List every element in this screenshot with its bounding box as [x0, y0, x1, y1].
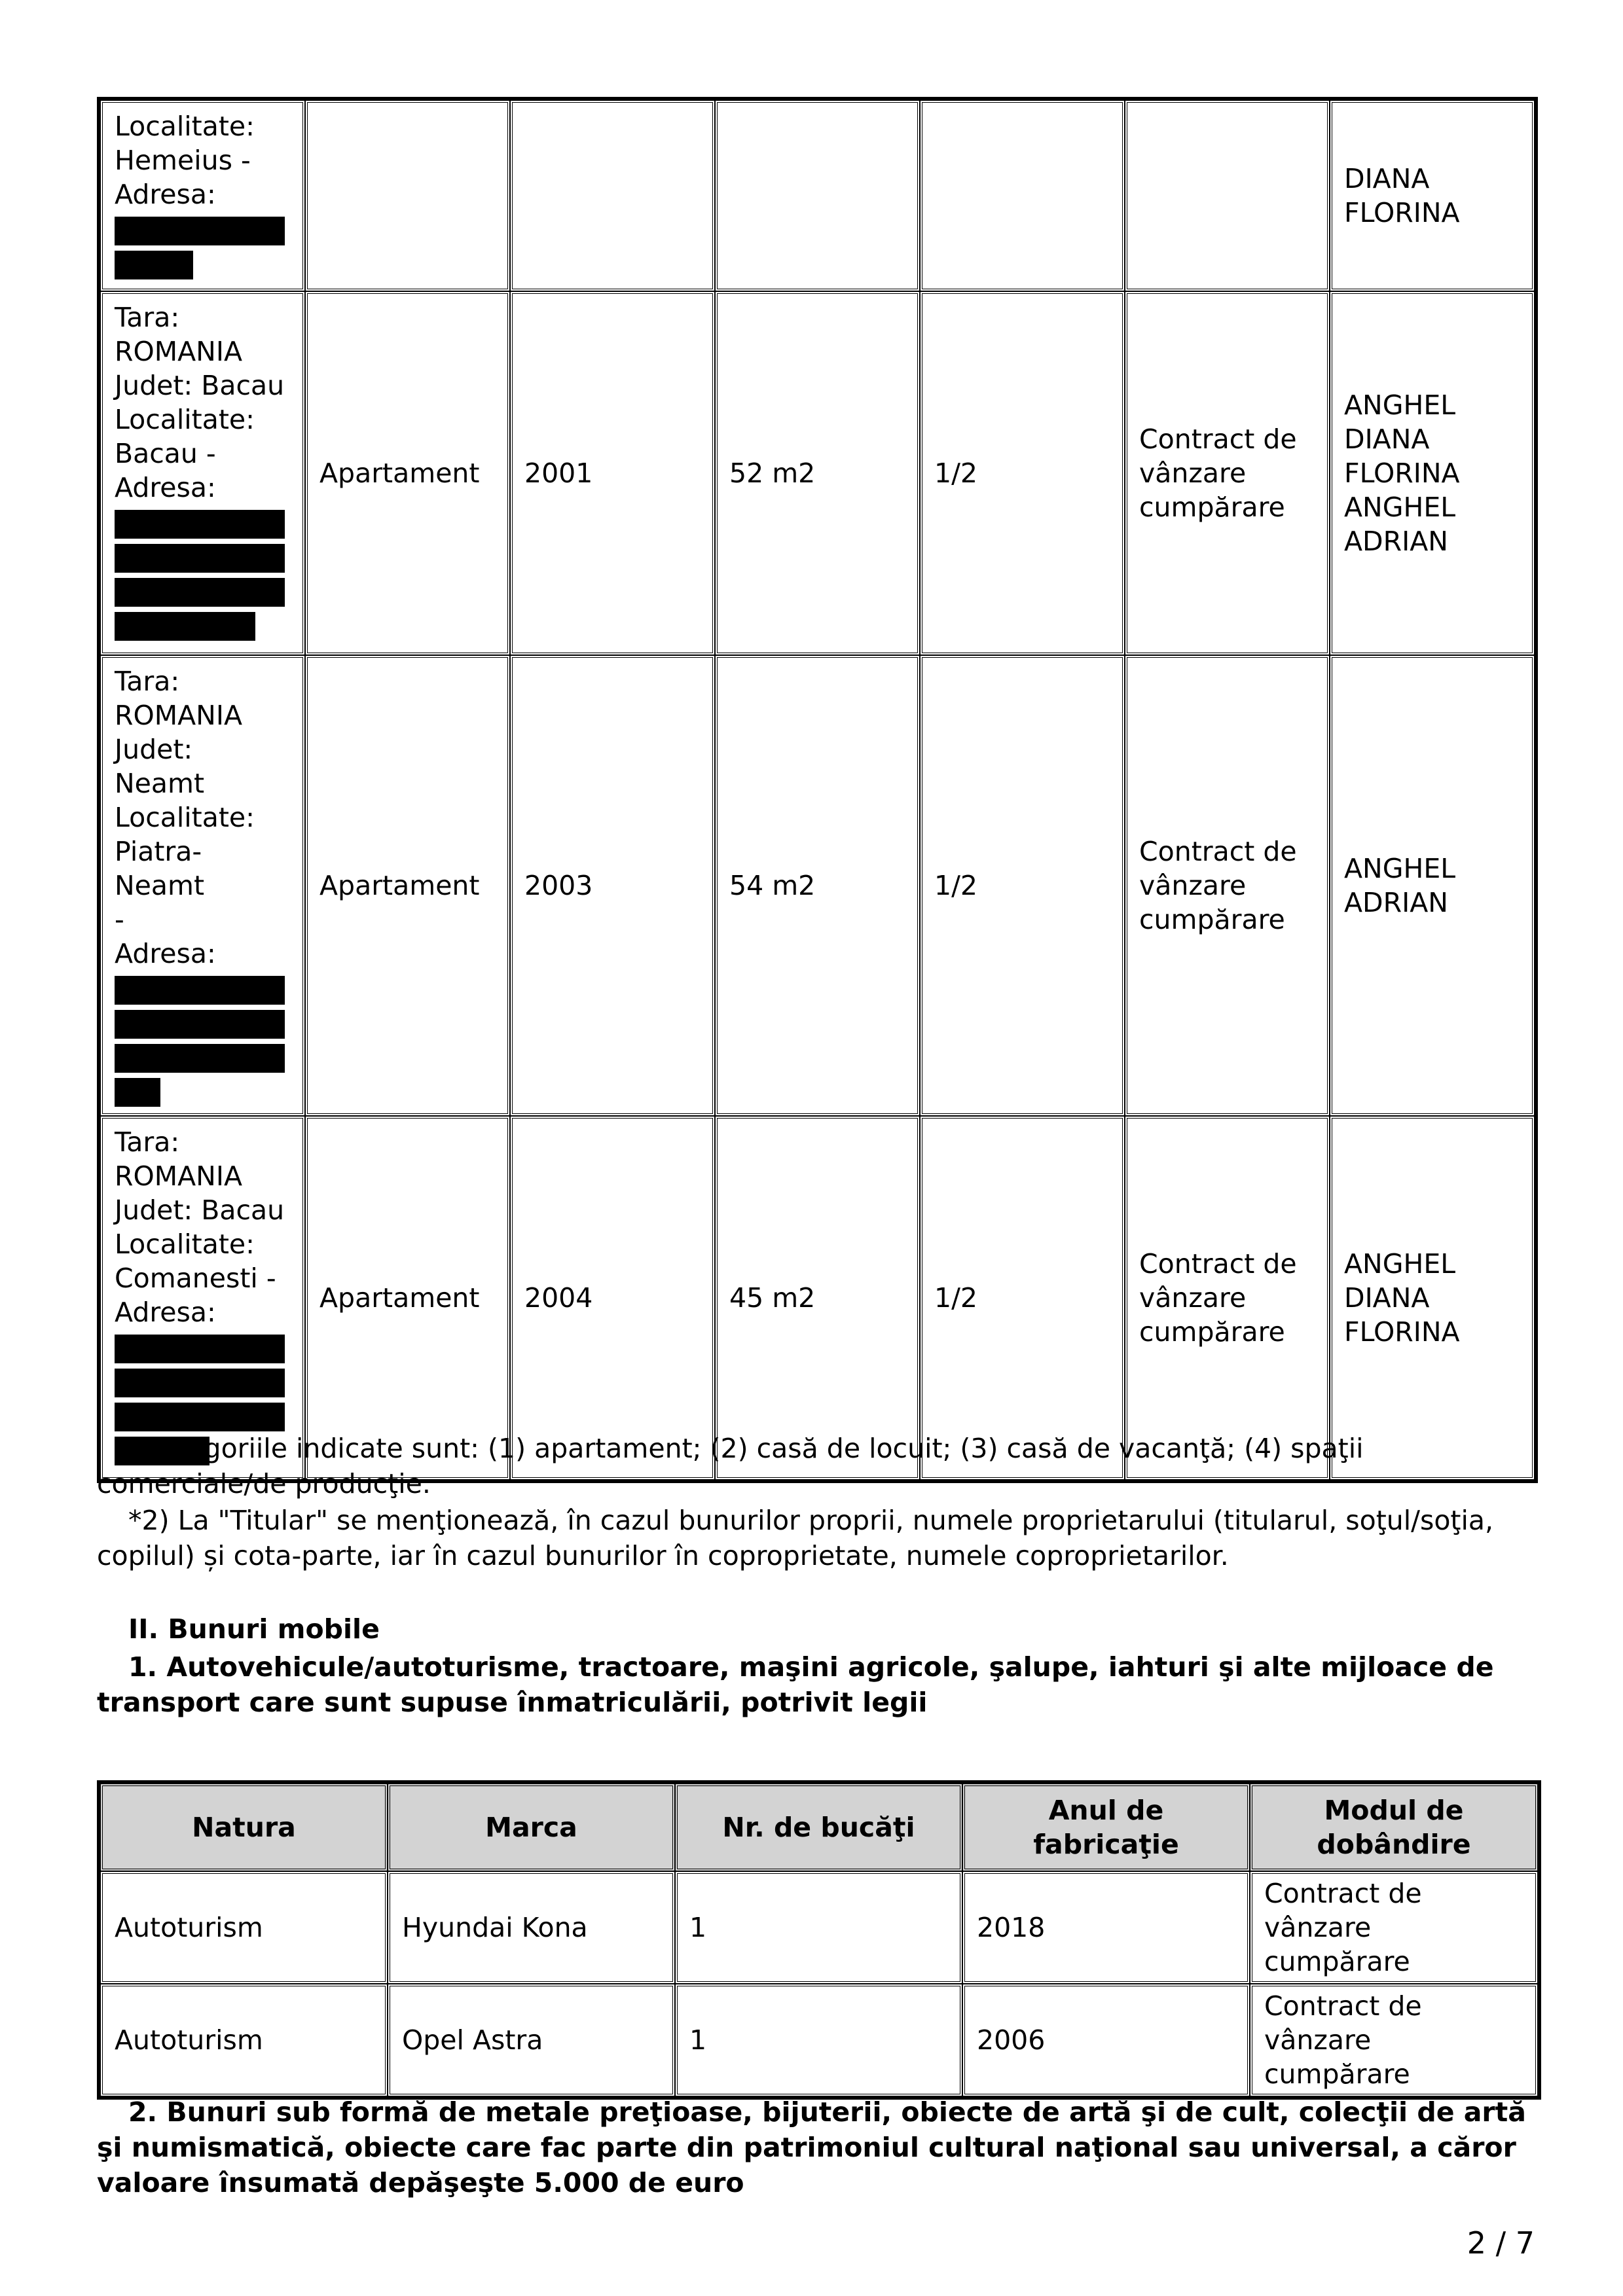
real-estate-row: [100, 1116, 1535, 1480]
cell-location: [100, 291, 305, 655]
page-number: 2 / 7: [1467, 2225, 1535, 2261]
redacted-address-block: [115, 1335, 285, 1363]
location-line: Tara:: [115, 666, 180, 697]
vehicle-cell-mod: Contract de vânzare cumpărare: [1250, 1871, 1538, 1984]
cell-area: 52 m2: [715, 291, 920, 655]
vehicle-row: [100, 1984, 1538, 2096]
redacted-address-block: [115, 1078, 160, 1107]
cell-area: 45 m2: [715, 1116, 920, 1480]
cell-location: [100, 655, 305, 1116]
vehicle-cell-natura: Autoturism: [100, 1984, 388, 2096]
owner-line: ANGHEL: [1344, 853, 1456, 884]
owner-line: FLORINA: [1344, 197, 1460, 228]
header-marca: Marca: [388, 1784, 675, 1871]
redacted-address-block: [115, 544, 285, 573]
section-title: II. Bunuri mobile: [128, 1613, 380, 1645]
location-line: Tara:: [115, 302, 180, 333]
header-nr-bucati: Nr. de bucăţi: [675, 1784, 962, 1871]
redacted-address-block: [115, 1044, 285, 1073]
redacted-address-block: [115, 578, 285, 607]
vehicle-cell-nr: 1: [675, 1984, 962, 2096]
redacted-address-block: [115, 251, 193, 279]
owner-line: DIANA: [1344, 423, 1430, 455]
location-line: Localitate:: [115, 404, 255, 435]
vehicle-cell-natura: Autoturism: [100, 1871, 388, 1984]
cell-year: 2004: [510, 1116, 715, 1480]
location-line: Judet: Bacau: [115, 1194, 285, 1226]
location-line: ROMANIA: [115, 1160, 242, 1192]
owner-line: ANGHEL: [1344, 1248, 1456, 1280]
location-line: Localitate:: [115, 802, 255, 833]
owner-line: ADRIAN: [1344, 526, 1448, 557]
acquisition-line: Contract de: [1139, 836, 1297, 867]
real-estate-row: [100, 655, 1535, 1116]
acquisition-line: cumpărare: [1139, 492, 1285, 523]
cell-owner: [1330, 1116, 1535, 1480]
cell-acquisition: [1125, 1116, 1330, 1480]
location-line: Judet: Neamt: [115, 734, 205, 799]
real-estate-table: [97, 97, 1538, 1483]
cell-share: 1/2: [920, 655, 1125, 1116]
real-estate-row: [100, 291, 1535, 655]
cell-category: Apartament: [305, 291, 510, 655]
cell-category: Apartament: [305, 1116, 510, 1480]
redacted-address-block: [115, 1010, 285, 1039]
acquisition-line: cumpărare: [1139, 904, 1285, 935]
owner-line: FLORINA: [1344, 1316, 1460, 1348]
real-estate-row: [100, 100, 1535, 291]
redacted-address-block: [115, 510, 285, 539]
redacted-address-block: [115, 217, 285, 245]
cell-share: [920, 100, 1125, 291]
location-line: Adresa:: [115, 1297, 216, 1328]
redacted-address-block: [115, 612, 255, 641]
location-line: Adresa:: [115, 472, 216, 503]
owner-line: ANGHEL: [1344, 492, 1456, 523]
location-line: Adresa:: [115, 179, 216, 210]
location-line: ROMANIA: [115, 336, 242, 367]
vehicle-row: [100, 1871, 1538, 1984]
header-natura: Natura: [100, 1784, 388, 1871]
vehicle-cell-an: 2018: [962, 1871, 1250, 1984]
cell-year: 2003: [510, 655, 715, 1116]
cell-owner: [1330, 100, 1535, 291]
header-mod-dobandire: Modul de dobândire: [1250, 1784, 1538, 1871]
cell-acquisition: [1125, 655, 1330, 1116]
header-an-fabricatie: Anul de fabricaţie: [962, 1784, 1250, 1871]
redacted-address-block: [115, 976, 285, 1005]
cell-area: 54 m2: [715, 655, 920, 1116]
location-line: Localitate:: [115, 111, 255, 142]
cell-category: Apartament: [305, 655, 510, 1116]
vehicles-header-row: [100, 1784, 1538, 1871]
location-line: Judet: Bacau: [115, 370, 285, 401]
owner-line: DIANA: [1344, 1282, 1430, 1314]
location-line: Bacau -: [115, 438, 216, 469]
acquisition-line: vânzare: [1139, 870, 1247, 901]
location-line: Adresa:: [115, 938, 216, 969]
acquisition-line: cumpărare: [1139, 1316, 1285, 1348]
redacted-address-block: [115, 1403, 285, 1431]
owner-line: ANGHEL: [1344, 389, 1456, 421]
cell-share: 1/2: [920, 291, 1125, 655]
footnote-titular: *2) La "Titular" se menţionează, în cazul bunurilor proprii, numele proprietarului (titularul, soţul/soţia, copilul) și cota-parte, iar în cazul bunurilor în coproprietate, numele coproprietarilor.: [97, 1505, 1494, 1571]
location-line: Localitate:: [115, 1229, 255, 1260]
acquisition-line: vânzare: [1139, 1282, 1247, 1314]
cell-owner: [1330, 655, 1535, 1116]
vehicle-cell-marca: Hyundai Kona: [388, 1871, 675, 1984]
location-line: ROMANIA: [115, 700, 242, 731]
subsection-vehicles: 1. Autovehicule/autoturisme, tractoare, maşini agricole, şalupe, iahturi şi alte mijloace de transport care sunt supuse înmatriculării, potrivit legii: [97, 1651, 1494, 1718]
footnote-categories: *Categoriile indicate sunt: (1) apartament; (2) casă de locuit; (3) casă de vacanţă; (4) spaţii comerciale/de producţie.: [97, 1433, 1364, 1499]
owner-line: DIANA: [1344, 163, 1430, 194]
vehicle-cell-mod: Contract de vânzare cumpărare: [1250, 1984, 1538, 2096]
location-line: Hemeius -: [115, 145, 251, 176]
cell-location: [100, 1116, 305, 1480]
cell-location: [100, 100, 305, 291]
vehicle-cell-nr: 1: [675, 1871, 962, 1984]
location-line: Tara:: [115, 1126, 180, 1158]
cell-year: 2001: [510, 291, 715, 655]
cell-area: [715, 100, 920, 291]
owner-line: ADRIAN: [1344, 887, 1448, 918]
owner-line: FLORINA: [1344, 457, 1460, 489]
acquisition-line: Contract de: [1139, 1248, 1297, 1280]
subsection-precious-goods: 2. Bunuri sub formă de metale preţioase, bijuterii, obiecte de artă şi de cult, colecţii de artă şi numismatică, obiecte care fac parte din patrimoniul cultural naţional sau universal, a căror valoare însumată depăşeşte 5.000 de euro: [97, 2096, 1526, 2198]
vehicle-cell-marca: Opel Astra: [388, 1984, 675, 2096]
location-line: Comanesti -: [115, 1263, 276, 1294]
cell-share: 1/2: [920, 1116, 1125, 1480]
location-line: Piatra-Neamt: [115, 836, 205, 901]
cell-category: [305, 100, 510, 291]
acquisition-line: vânzare: [1139, 457, 1247, 489]
location-line: -: [115, 904, 124, 935]
vehicles-table: [97, 1780, 1541, 2100]
acquisition-line: Contract de: [1139, 423, 1297, 455]
cell-acquisition: [1125, 100, 1330, 291]
cell-year: [510, 100, 715, 291]
vehicle-cell-an: 2006: [962, 1984, 1250, 2096]
cell-acquisition: [1125, 291, 1330, 655]
cell-owner: [1330, 291, 1535, 655]
redacted-address-block: [115, 1369, 285, 1397]
